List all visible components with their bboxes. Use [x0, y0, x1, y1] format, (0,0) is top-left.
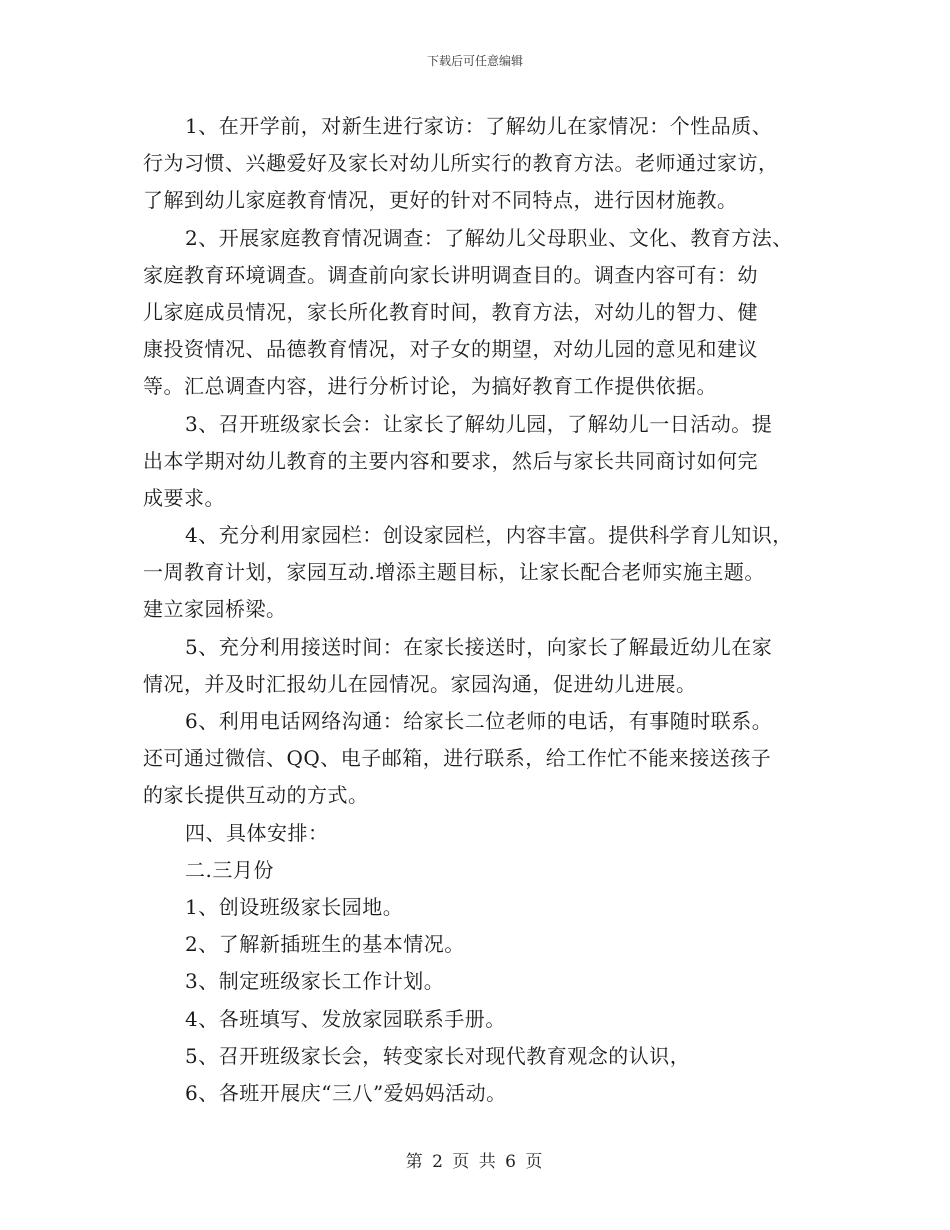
text-line: 家庭教育环境调查。调查前向家长讲明调查目的。调查内容可有：幼: [143, 262, 758, 287]
text-line: 3、制定班级家长工作计划。: [185, 969, 445, 994]
text-line: 康投资情况、品德教育情况，对子女的期望，对幼儿园的意见和建议: [143, 337, 758, 362]
text-line: 4、各班填写、发放家园联系手册。: [185, 1006, 506, 1031]
text-line: 了解到幼儿家庭教育情况，更好的针对不同特点，进行因材施教。: [143, 188, 738, 213]
text-line: 二.三月份: [185, 857, 274, 882]
text-line: 的家长提供互动的方式。: [143, 783, 369, 808]
text-line: 行为习惯、兴趣爱好及家长对幼儿所实行的教育方法。老师通过家访，: [143, 151, 779, 176]
text-line: 出本学期对幼儿教育的主要内容和要求，然后与家长共同商讨如何完: [143, 448, 758, 473]
text-line: 3、召开班级家长会：让家长了解幼儿园，了解幼儿一日活动。提: [185, 411, 773, 436]
text-line: 5、充分利用接送时间：在家长接送时，向家长了解最近幼儿在家: [185, 634, 773, 659]
text-line: 4、充分利用家园栏：创设家园栏，内容丰富。提供科学育儿知识，: [185, 523, 793, 548]
text-line: 儿家庭成员情况，家长所化教育时间，教育方法，对幼儿的智力、健: [143, 299, 758, 324]
page-header: 下载后可任意编辑: [426, 54, 523, 68]
text-line: 四、具体安排：: [185, 820, 329, 845]
text-line: 5、召开班级家长会，转变家长对现代教育观念的认识，: [185, 1043, 691, 1068]
text-line: 6、利用电话网络沟通：给家长二位老师的电话，有事随时联系。: [185, 709, 773, 733]
text-line: 等。汇总调查内容，进行分析讨论，为搞好教育工作提供依据。: [143, 374, 717, 399]
text-line: 情况，并及时汇报幼儿在园情况。家园沟通，促进幼儿进展。: [143, 671, 697, 696]
text-line: 6、各班开展庆“三八”爱妈妈活动。: [185, 1080, 507, 1105]
text-line: 1、在开学前，对新生进行家访：了解幼儿在家情况：个性品质、: [185, 114, 773, 138]
document-body: [143, 108, 823, 1112]
text-line: 1、创设班级家长园地。: [185, 894, 404, 919]
page-footer: 第 2 页 共 6 页: [405, 1152, 545, 1172]
text-line: 成要求。: [143, 485, 225, 510]
text-line: 一周教育计划，家园互动.增添主题目标，让家长配合老师实施主题。: [143, 560, 765, 585]
text-line: 还可通过微信、QQ、电子邮箱，进行联系，给工作忙不能来接送孩子: [143, 746, 772, 771]
text-line: 建立家园桥梁。: [143, 597, 287, 622]
text-line: 2、了解新插班生的基本情况。: [185, 932, 465, 957]
text-line: 2、开展家庭教育情况调查：了解幼儿父母职业、文化、教育方法、: [185, 225, 793, 250]
